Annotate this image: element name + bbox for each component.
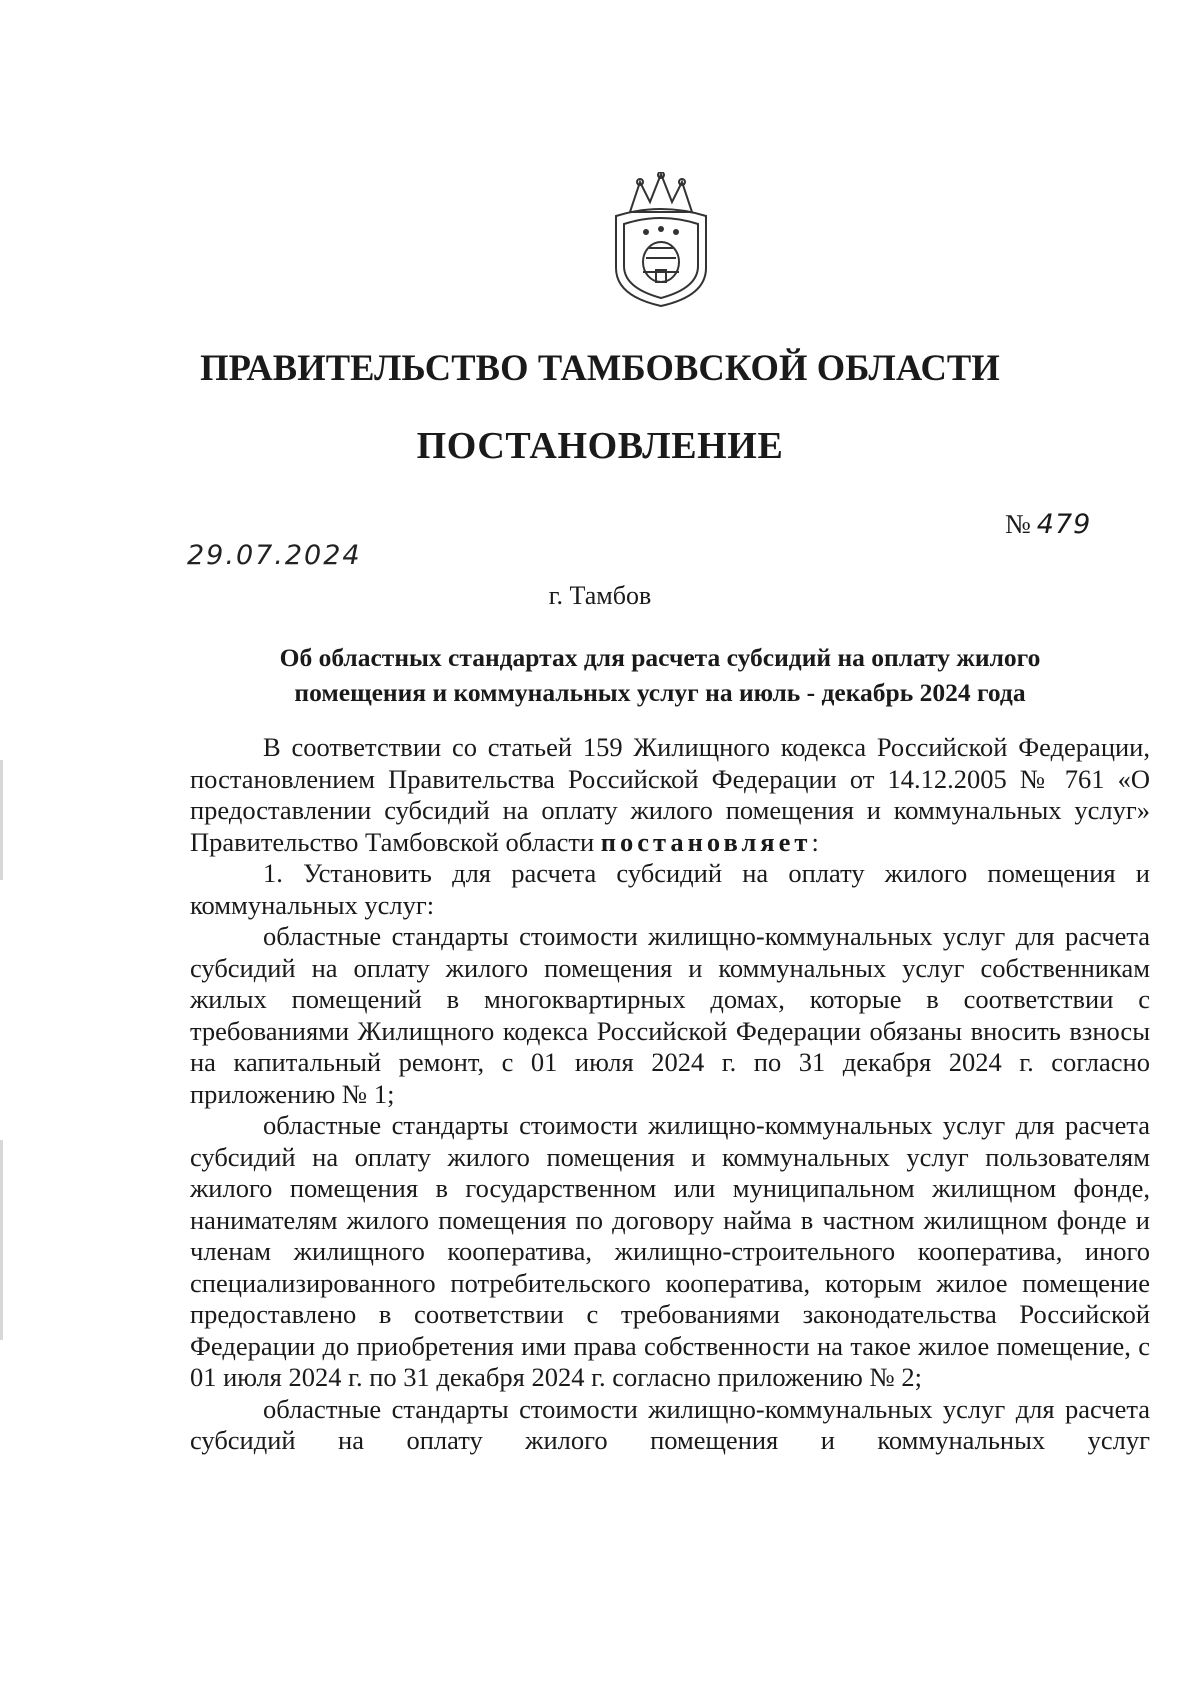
- preamble-text: В соответствии со статьей 159 Жилищного кодекса Российской Федерации, постановлением Правительства Российской Федерации от 14.12.2005 № 761 «О предоставлении субсидий на оплату жилого помещения и коммунальных услуг» Правительство Тамбовской области: [190, 732, 1150, 857]
- paragraph-standard-tenants: областные стандарты стоимости жилищно-коммунальных услуг для расчета субсидий на оплату жилого помещения и коммунальных услуг пользователям жилого помещения в государственном или муниципальном жилищном фонде, нанимателям жилого помещения по договору найма в частном жилищном фонде и членам жилищного кооператива, жилищно-строительного кооператива, иного специализированного потребительского кооператива, которым жилое помещение предоставлено в соответствии с требованиями законодательства Российской Федерации до приобретения ими права собственности на такое жилое помещение, с 01 июля 2024 г. по 31 декабря 2024 г. согласно приложению № 2;: [190, 1110, 1150, 1392]
- number-label: №: [1005, 509, 1031, 539]
- document-date: 29.07.2024: [187, 540, 362, 571]
- paragraph-standard-owners: областные стандарты стоимости жилищно-коммунальных услуг для расчета субсидий на оплату жилого помещения и коммунальных услуг собственникам жилых помещений в многоквартирных домах, которые в соответствии с требованиями Жилищного кодекса Российской Федерации обязаны вносить взносы на капитальный ремонт, с 01 июля 2024 г. по 31 декабря 2024 г. согласно приложению № 1;: [190, 921, 1150, 1109]
- paragraph-preamble: [190, 732, 1150, 858]
- resolves-word: постановляет: [600, 826, 812, 857]
- document-type: ПОСТАНОВЛЕНИЕ: [416, 425, 784, 467]
- document-title: [180, 640, 1140, 710]
- title-line: помещения и коммунальных услуг на июль - декабрь 2024 года: [294, 678, 1026, 707]
- tambov-coat-of-arms-icon: [610, 172, 712, 308]
- paragraph-item-1: 1. Установить для расчета субсидий на оплату жилого помещения и коммунальных услуг:: [190, 858, 1150, 920]
- title-line: Об областных стандартах для расчета субсидий на оплату жилого: [279, 643, 1041, 672]
- number-value: 479: [1036, 509, 1092, 540]
- document-body: [190, 732, 1150, 1457]
- scan-edge-mark: [0, 760, 3, 880]
- paragraph-standard-other: областные стандарты стоимости жилищно-коммунальных услуг для расчета субсидий на оплату жилого помещения и коммунальных услуг: [190, 1393, 1150, 1455]
- organization-name: ПРАВИТЕЛЬСТВО ТАМБОВСКОЙ ОБЛАСТИ: [200, 347, 1000, 388]
- scan-edge-mark: [0, 1140, 3, 1340]
- preamble-colon: :: [811, 826, 819, 857]
- city: г. Тамбов: [548, 581, 652, 610]
- document-number: [1005, 509, 1091, 540]
